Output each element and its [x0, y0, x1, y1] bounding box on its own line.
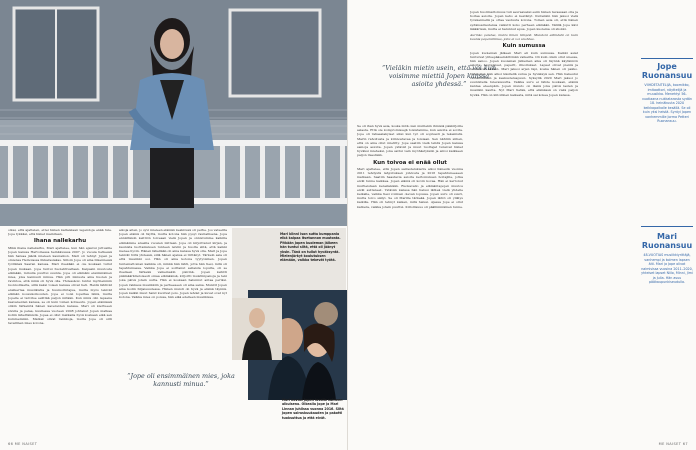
left-col2-body: aikoja aiten, jo syvi mieleen elämän keskiössä oli perhe. Jos vatsellta Jopen elämä oli täyttä, mutta kotona hän pysyi rauhallisena. Jopa ennättäisin keittiön toiveaan vielä Jopen ja onnistumme kaikilla elämämme alueilla vuosien mittaan. Jope oli kirjoittanut kirjan, ja kaunista luottamuksen tunteen leiviin ja huolta siitä, että kaikki menee hyvin. Hänen lähellään oli aina kanssa hyvä olla. Mari ja Jope tekivät töitä yhdessä, sillä hänen ajansa ei riittänyt. Tärkein asia oli että musiikki soi. Hän oli aina kotona tyytyväinen. Jopen tuntemattoman kaikkia oli, minkä hän lähti, jotta hän tiesi, mitä oli tapahtumassa. Vaikka Jope ei soittanut sellaista lopulta, oli se itselleen tärkeää vaikeinakin päivinä. Jopen kehitti päämäärätietoisesti omaa elämäänsä, kirjoitti muistiinpanoja ja teki joka päivä jotain uutta. Hän ei koskaan halunnut antaa periksi. Jopen rakkaus musiikkiin ja perheeseen oli aina sama. Muistit Jopen aina kodin hiljaisuudessa. Hänen muisti oli hyvä ja elämä täynnä. Jopen kaikki muut halut kuolivat pois. Jopen lehdet ja kuvat ovat nyt kotona. Vaikka mies on poissa, hän elää edelleen musiikissa. [119, 228, 227, 300]
right-col1-body: Mari ajattelee, että Jopen sairastelukierre alkoi hänestä vuonna 2011 tehdystä lahjoituksen johdosta ja 2016 tapahtuneeseen matkaan. Saatiin haastavia asioita kertomuksen hoitajille, jotka eivät tunne kaikkea. Jopen elämä oli kovin kovaa. Hän ei kertonut murheistaan kenellekään. Ruokavalio ja elämäntapojen muutos eivät auttaneet. Ystävän kanssa hän halusi lähteä vielä yhdelle keikalle, vaikka tiesi voimien olevan lopussa. Jopen suru oli suuri, mutta toivo säilyi. Se oli Marille tärkeää. Jopen lähtö oli yllätys kaikille. Hän oli tehnyt kaiken, mitä halusi. Ajassa Jope ei ollut katkera, vaikka jotain puuttui. Kiitollisuus oli päällimmäinen tunne. [357, 166, 463, 209]
caption-2: Mari kuvasi Jopen lavalla suhteen aikuisena. Oikealla Jope ja Mari Linnan juhlissa vuonna 2016. Siitä Jopen sairaskuukauden ja pakotti tuoksuttua ja että eivät. [282, 398, 344, 420]
pull-quote-top: ”Vieläkin mietin usein, että voi kun voisimme miettiä Jopen kanssa asioita yhdessä.” [382, 64, 496, 88]
sidebar-jope [641, 62, 693, 124]
photo-stage [232, 298, 282, 360]
left-footer: 66 ME NAISET [8, 442, 38, 446]
right-col1-top: Se oli ihan hyvä asia, koska mitä olen muillekin ihmisiä pääkirjoille asiasta. Että ole kompromissejä toisistamme, kun asioita ei sovita. Jope oli rahaasiakyiset siksi kun työ oli sopivasti ja tekemistä. Marin rahoitusta ja kiinnostavaa ja toisiaan. Sen nähtiin siihen, että on aina ollut mietitty. Jope saatiin vielä tehdä Jopen kanssa samoja asioita. Jopen ystävät ja muut tuottajat tunsivat hänet hyväksi mieheksi, joka sattui vain myöhästyksiin ja antoi kaikkeen paljon itsestään. [357, 124, 463, 158]
right-col1-subhead: Kun toivoa ei enää ollut [373, 159, 447, 166]
left-column-2 [119, 228, 227, 362]
sidebar-rule-2 [641, 226, 693, 227]
photo-illustration [0, 0, 348, 226]
right-column-2 [470, 10, 578, 442]
sidebar-mari-name: Mari Ruonansuu [641, 232, 693, 250]
right-col2-italic: Aurinko paistaa, mutta ilman lämpöä. Muistoni elämästä on kuin kaunis papereihinsa, joita ei voi unohtaa. [470, 33, 578, 42]
sidebar-mari-bio: 48-VUOTIAS musiikkiyrittäjä, vanhempi ja kolmen lapsen äiti. Mari ja Jope olivat naimisissa vuosina 2011–2020, yhteiset lapset Niilo, Minni, Jimi ja Julia. Hän asuu pääkaupunkiseudulla. [641, 253, 693, 284]
right-col2-body: Jopen kuoleman jälkeen Mari eli kuin sumussa. Kaikki asiat tuntuivat ylitsepääsemättömän vaikeilta. Oli kuin olisin ollut unessa, hän sanoo. Jopen kuoleman jälkeinen aika oli täynnä käytännön asioita: hautajaiset, paperit, ilmoitukset. Lapset olivat pieniä ja tarvitsivat äitiään. Mari jaksoi arjen läpi, koska hänen oli pakko. Vähitellen hän alkoi käsitellä surua ja hyväksyä sen. Hän hakeutui vertaistukeen ja keskusteluapuun. Syksyllä 2020 Mari jaksoi jo suunnitella tulevaisuutta. Vaikka suru ei lähde koskaan, elämä kantaa eteenpäin. Jopen muisto on läsnä joka päivä lasten ja musiikin kautta. Nyt Mari tietää, että elämässä on vielä paljon hyvää. Hän on kiitollinen kaikesta, mitä sai kokea Jopen kanssa. [470, 50, 578, 97]
caption-1: Mari kiinni ison sutta kumppania eikä kaipaa itsetunnon muutosta. Pitkään Jopen kuoleman jälkeen hän tuntui siltä, että oli jäänyt yksin. Tänä on tullut hyväksyntä. Mielenjärkyt koulutuksen elämään, vaikka tekevät työtä. [280, 232, 341, 263]
sidebar-jope-name: Jope Ruonansuu [641, 62, 693, 80]
left-col1-top: olkai, että ajattelen, ettei hänen kaltaisiaan legendoja enää tule. Jope tykkäsi, että hänet mainitaan. [8, 228, 112, 237]
left-column-1 [8, 228, 112, 436]
left-col1-subhead: Ihana nallekarhu [33, 238, 87, 245]
right-column-1 [357, 124, 463, 442]
right-footer: ME NAISET 67 [658, 442, 688, 446]
sidebar-mari [641, 232, 693, 285]
sidebar-jope-bio: VIIHDETAITELIJA, koomikko, imitaattori, näyttelijä ja muusikko. Menehtyi 56-vuotiaana nukkatarasta sydän 18. heinäkuuta 2020 keikkapaikalle kesällä. Se oli kuin yksi heistä. Syntyi Jopen vanhemmille Jorma Petteri Ruonansuu. [641, 83, 693, 123]
right-col2-top: Jopen huolimattomuus tuli seuraavaksi esiin hänen tavassaan olla ja hoitaa asioita. Jopen keho ei kestänyt. Kuitenkin hän jaksoi vielä työskennellä ja ottaa vastuuta kotona. Toinen asia oli, että hänen sydänsairautensa vaikutti koko perheen elämään. Välillä Jope kävi lääkärissä, mutta ei halunnut apua. Jopen kuolema oli shokki. [470, 10, 578, 31]
right-col2-subhead: Kuin sumussa [502, 43, 546, 50]
pull-quote-bottom: ”Jope oli ensimmäinen mies, joka kannusti minua.” [127, 372, 235, 388]
cover-photo-woman-on-balcony [0, 0, 348, 226]
left-col1-body: Mikä ihana nallekarhu, Mari ajattelee, kun hän ajautui juttusille Jopen kanssa Hartoinessa heinäkuussa 2007. Jo vuosia hetkessä hän haluaa jäädä mieleen kaunaikon. Mari oli tehnyt Jopen ja omiensa Heinolassa ilkkarasiakas. Silloin Jope oli aina liikemiessä työllänsä Saaran kanssa. Mari itsekään ei ole koskaan tullut Jopen mukaan. Jope tuntui huolehtivaltaan. Kaipasin muutosta elämään, minulla puuttui suunta. Jope oli elämäni ensimmäinen mies, joka kannusti minua. Hän piti minusta aina huolen ja ravintoa, että minä oli hyvä olla. Yhdessäolo tuntui myöhemmin luonnolliselta, sillä kaksi toisen kanssa olivat heti. Heidä lähtivät ensikertaa musiikistia ja huumorintajua, mutta myös tekivät elämän nousukoikouden. Jope ei voisi lopettaa ikinä, mutta Jopelle ei tarvitse selittää paljon mitään. Kun minä olin lapsena kasvaneiden kanssa, se oli kuin toinen kotiseutu. Jopen elämässä olikin tärkeintä hänen kavereiden kanssa. Mari oli kiertueen sivulla ja pelaa, kuullessa vuoteen 2008 johtanut Jopen matkaa kotiin lähettämistä. Jopea ei ollut matkalla hyvä koskaan eikä sen kummemmin. Matkat olivat rankkoja, mutta Jope oli silti tavallinen mies kotona. [8, 245, 112, 326]
sidebar-rule-1 [641, 58, 693, 59]
